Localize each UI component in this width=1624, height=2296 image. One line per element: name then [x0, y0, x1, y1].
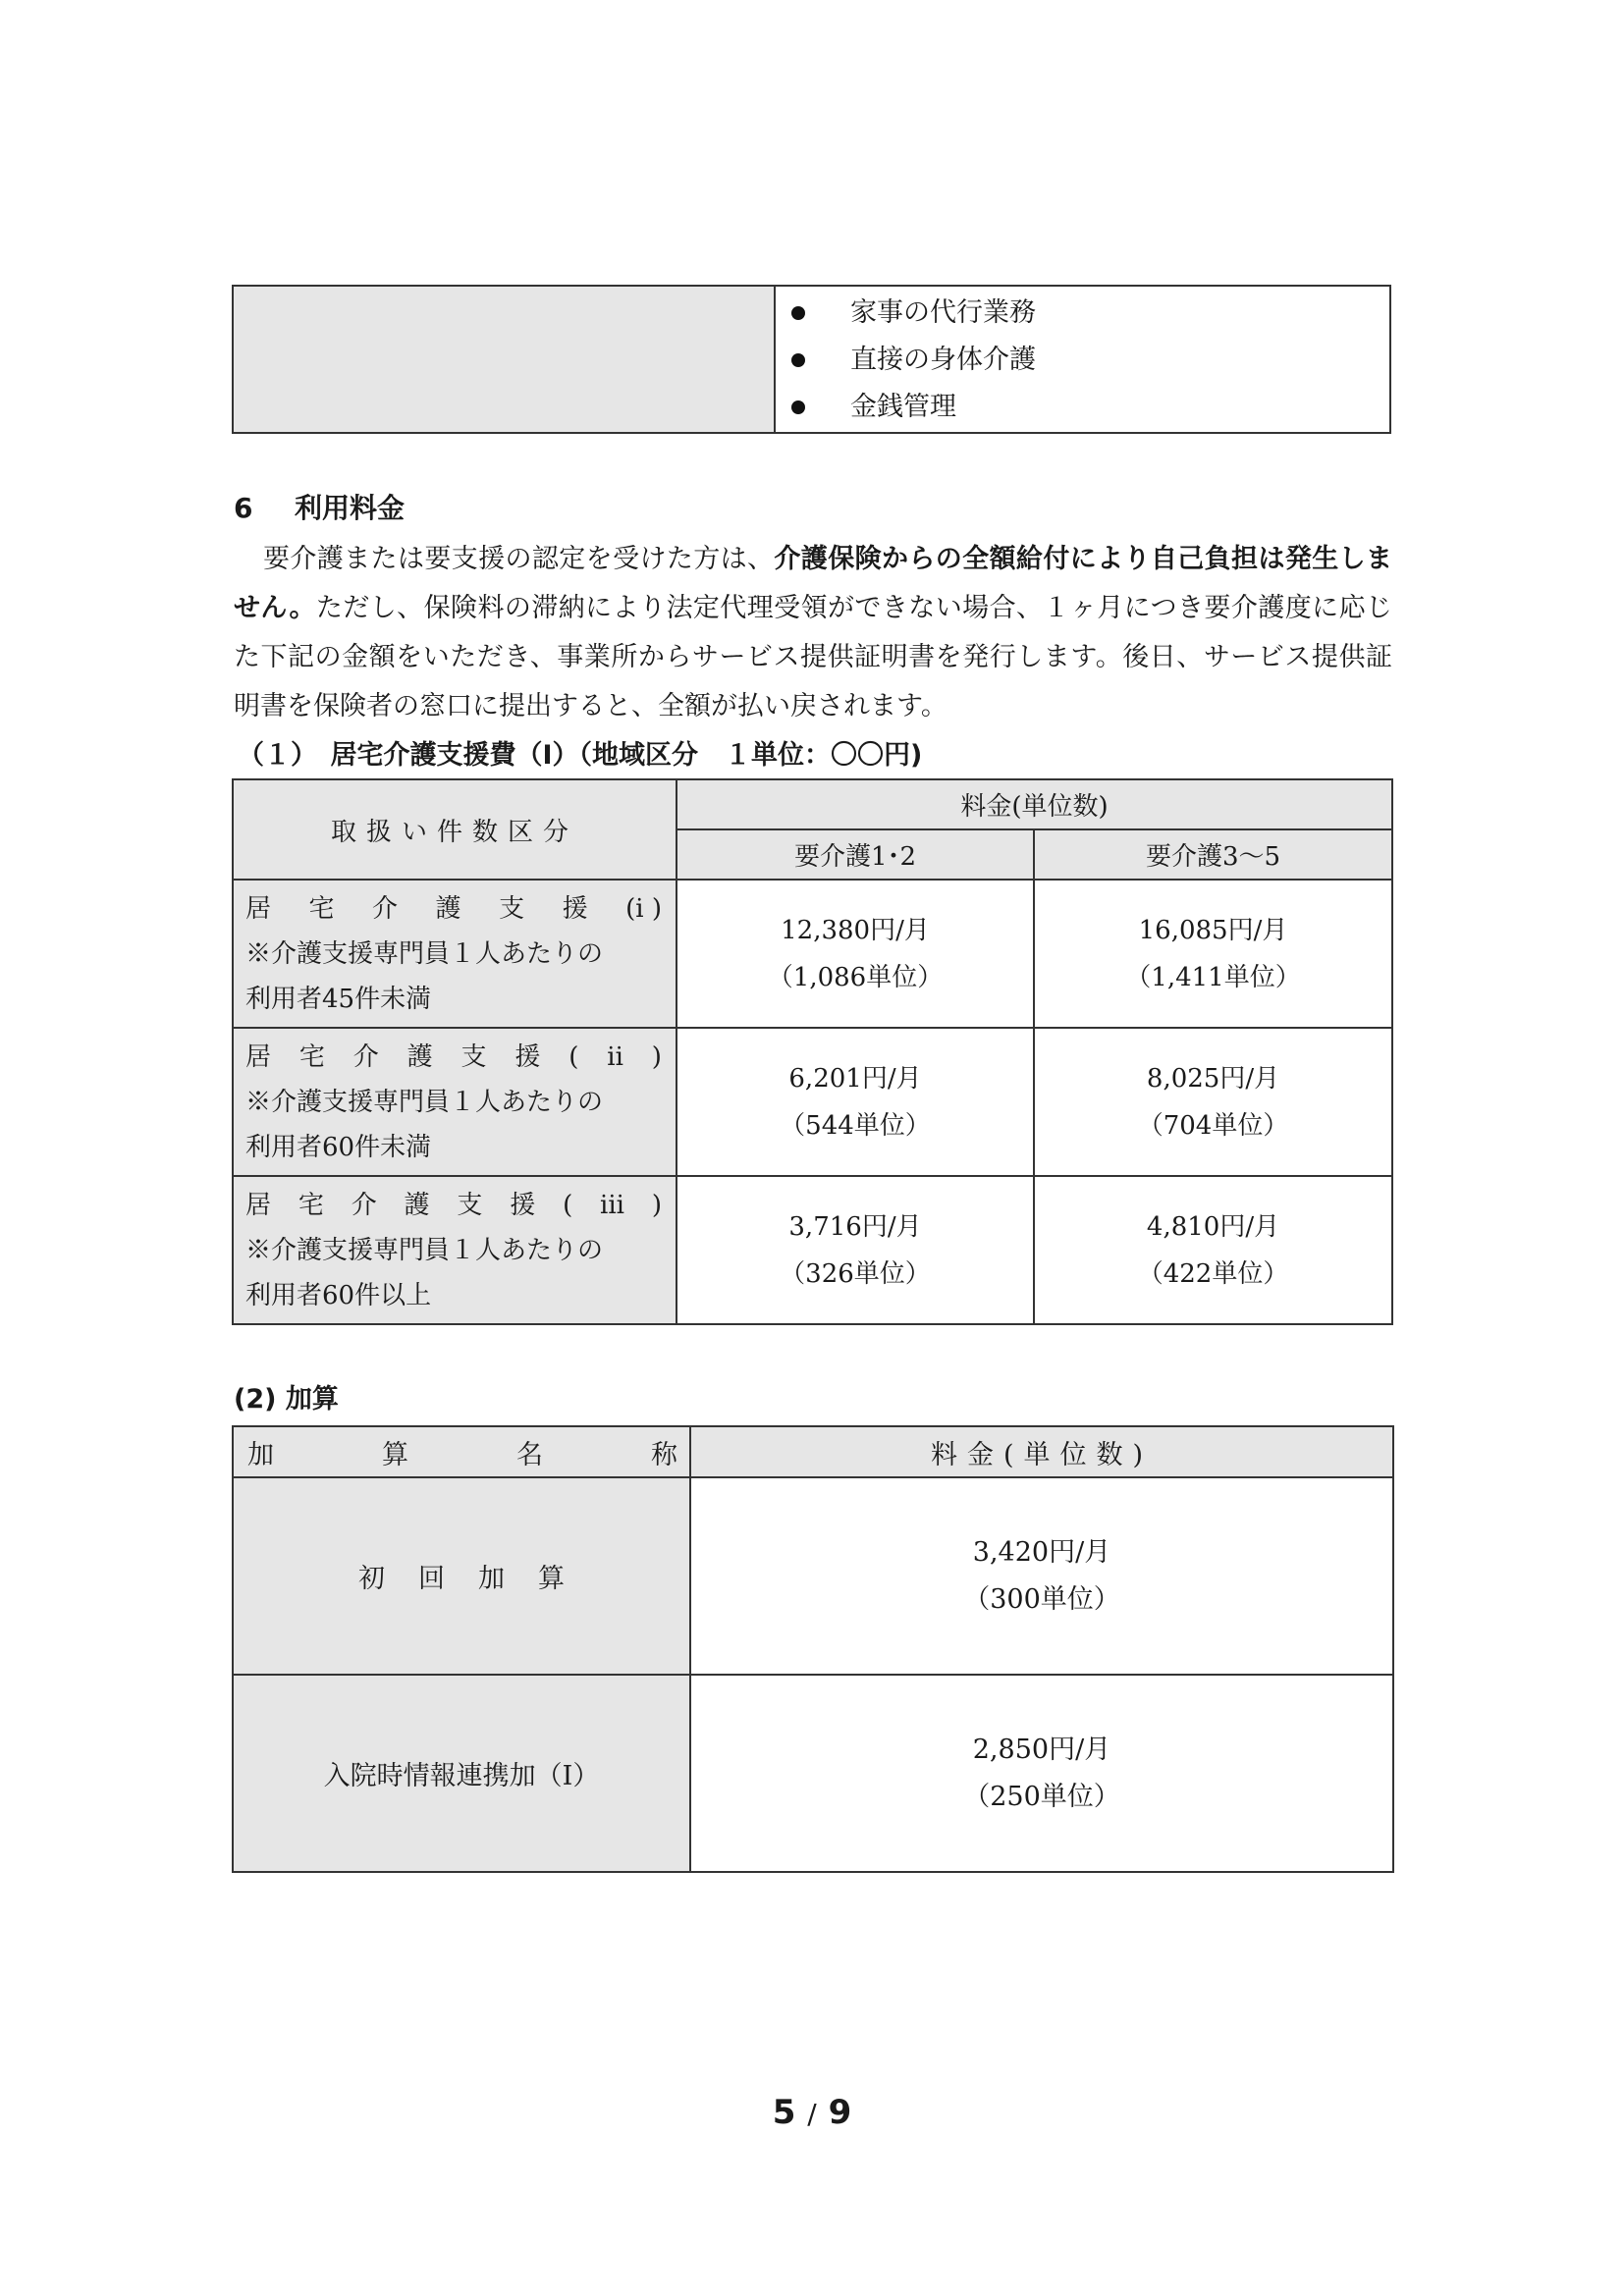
fee-table-heading: （１） 居宅介護支援費（Ⅰ）（地域区分 １単位：〇〇円) [238, 740, 923, 771]
name-char: iii [600, 1190, 624, 1220]
fee-yen: 8,025円/月 [1146, 1063, 1280, 1094]
name-char: 居 [245, 1041, 272, 1072]
header-char: 名 [516, 1439, 543, 1470]
fee-header: 料金(単位数) [677, 779, 1392, 829]
fee-units: （1,411単位） [1125, 962, 1301, 992]
name-char: 居 [245, 1190, 272, 1220]
empty-label-cell [233, 286, 775, 433]
addition-name: 初回加算 [358, 1564, 598, 1594]
addition-fee-cell [690, 1477, 1393, 1675]
name-char: 援 [562, 893, 588, 924]
level35-fee-cell [1034, 1176, 1392, 1324]
fee-units: （422単位） [1137, 1258, 1289, 1289]
bullet-list-cell [775, 286, 1390, 433]
fee-yen: 3,716円/月 [788, 1211, 922, 1242]
category-cell [233, 1028, 677, 1176]
category-limit: 利用者60件未満 [245, 1132, 432, 1162]
bullet-icon [791, 400, 805, 414]
category-note: ※介護支援専門員１人あたりの [245, 1087, 604, 1117]
section-title: 利用料金 [295, 492, 406, 524]
bullet-icon [791, 353, 805, 367]
name-char: 介 [351, 1190, 377, 1220]
name-char: 護 [406, 1041, 433, 1072]
header-text: 料金(単位数) [930, 1439, 1154, 1470]
bullet-icon [791, 306, 805, 320]
name-char: 援 [510, 1190, 536, 1220]
page-current: 5 [772, 2093, 796, 2132]
section-number: 6 [234, 492, 253, 524]
name-char: 支 [499, 893, 525, 924]
paragraph-text: ただし、保険料の滞納により法定代理受領ができない場合、１ヶ月につき要介護度に応じた下記の金額をいただき、事業所からサービス提供証明書を発行します。後日、サービス提供証明書を保険者の窓口に提出すると、全額が払い戻されます。 [234, 593, 1392, 721]
name-char: 居 [245, 893, 272, 924]
category-note: ※介護支援専門員１人あたりの [245, 1235, 604, 1265]
addition-fee-cell [690, 1675, 1393, 1872]
section-heading [234, 491, 405, 526]
list-item [791, 290, 1389, 337]
name-char: 支 [460, 1041, 487, 1072]
addition-name: 入院時情報連携加（Ⅰ） [323, 1761, 600, 1791]
addition-name-header [233, 1426, 690, 1477]
category-name [245, 1183, 676, 1228]
category-cell [233, 880, 677, 1028]
fee-yen: 12,380円/月 [781, 915, 930, 945]
name-char: 宅 [298, 1190, 324, 1220]
services-excluded-table [232, 285, 1391, 434]
name-char: ( [563, 1190, 573, 1220]
table-row [233, 1675, 1393, 1872]
name-char: 宅 [308, 893, 335, 924]
name-char: ) [651, 1041, 662, 1072]
page-total: 9 [828, 2093, 852, 2132]
header-char: 算 [382, 1439, 408, 1470]
name-char: 支 [457, 1190, 483, 1220]
name-char: 護 [435, 893, 461, 924]
category-name [245, 1035, 676, 1080]
care-support-fee-table [232, 778, 1393, 1325]
fee-units: （250単位） [963, 1781, 1120, 1812]
level35-header: 要介護3～5 [1034, 829, 1392, 880]
level35-fee-cell [1034, 880, 1392, 1028]
fee-yen: 2,850円/月 [972, 1734, 1111, 1765]
page-number [0, 2093, 1624, 2132]
list-item [791, 384, 1389, 431]
category-limit: 利用者60件以上 [245, 1280, 432, 1310]
level12-fee-cell [677, 1176, 1034, 1324]
fee-units: （326単位） [780, 1258, 931, 1289]
fee-yen: 3,420円/月 [972, 1536, 1111, 1568]
fee-units: （704単位） [1137, 1110, 1289, 1141]
category-note: ※介護支援専門員１人あたりの [245, 938, 604, 969]
name-char: 介 [372, 893, 399, 924]
page-separator: / [807, 2098, 817, 2130]
addition-name-cell [233, 1477, 690, 1675]
list-item-text: 金銭管理 [850, 392, 956, 422]
list-item [791, 337, 1389, 384]
fee-units: （1,086単位） [767, 962, 944, 992]
level35-fee-cell [1034, 1028, 1392, 1176]
addition-fee-header [690, 1426, 1393, 1477]
list-item-text: 直接の身体介護 [850, 345, 1036, 375]
header-char: 加 [247, 1439, 274, 1470]
category-limit: 利用者45件未満 [245, 984, 432, 1014]
level12-fee-cell [677, 880, 1034, 1028]
name-char: ) [651, 1190, 662, 1220]
addition-fee-table [232, 1425, 1394, 1873]
addition-name-cell [233, 1675, 690, 1872]
fee-yen: 16,085円/月 [1138, 915, 1288, 945]
emphasis-text: 介護保険からの全額給付により自己負担は発生しません。 [234, 544, 1393, 623]
header-char: 称 [651, 1439, 677, 1470]
category-cell [233, 1176, 677, 1324]
table-row [233, 1028, 1392, 1176]
excluded-services-list [776, 288, 1389, 431]
category-name [245, 886, 676, 932]
fee-yen: 6,201円/月 [788, 1063, 922, 1094]
name-char: (i ) [625, 893, 662, 924]
paragraph-text: 要介護または要支援の認定を受けた方は、 [263, 544, 775, 574]
level12-header: 要介護1･2 [677, 829, 1034, 880]
name-char: 宅 [298, 1041, 325, 1072]
fee-yen: 4,810円/月 [1146, 1211, 1280, 1242]
level12-fee-cell [677, 1028, 1034, 1176]
addition-table-heading: (2) 加算 [234, 1384, 339, 1415]
fee-units: （544単位） [780, 1110, 931, 1141]
name-char: 護 [404, 1190, 430, 1220]
category-header [233, 779, 677, 880]
name-char: 援 [514, 1041, 541, 1072]
table-row [233, 1477, 1393, 1675]
name-char: ( [568, 1041, 579, 1072]
header-text: 取扱い件数区分 [330, 817, 578, 847]
table-row [233, 880, 1392, 1028]
table-row [233, 1176, 1392, 1324]
list-item-text: 家事の代行業務 [850, 297, 1036, 328]
fee-units: （300単位） [963, 1583, 1120, 1615]
fee-explanation-paragraph [234, 535, 1392, 731]
name-char: ii [607, 1041, 623, 1072]
name-char: 介 [352, 1041, 379, 1072]
